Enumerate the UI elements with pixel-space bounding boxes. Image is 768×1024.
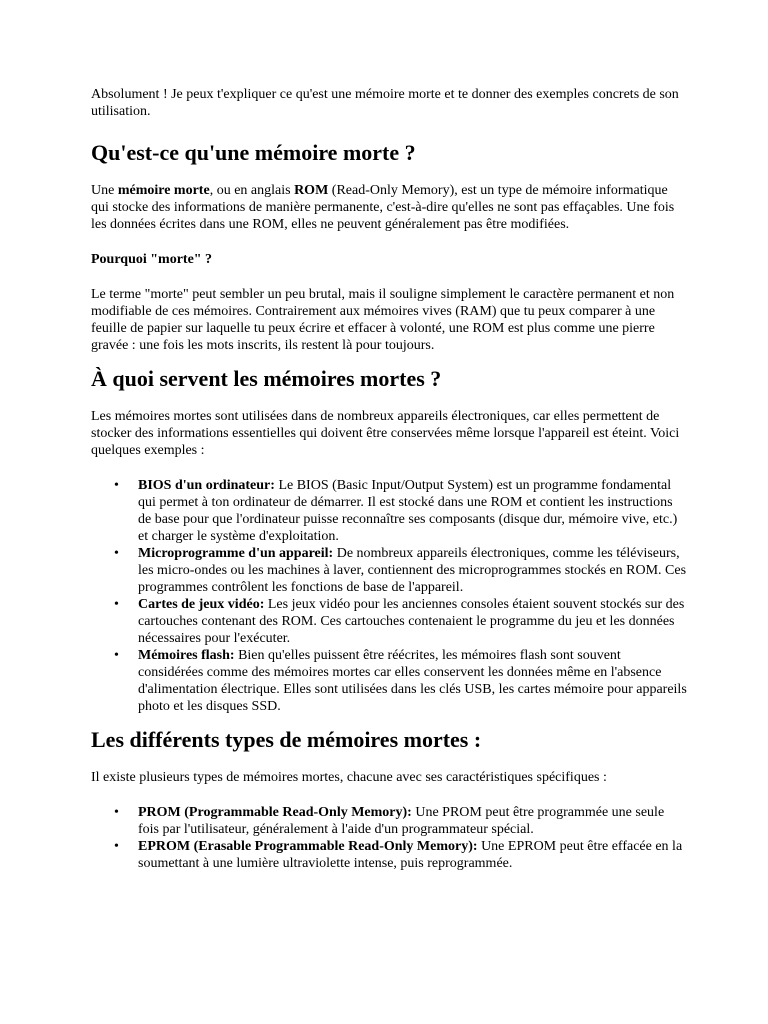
list-item-text: Une EPROM peut être effacée en la soumettant à une lumière ultraviolette intense, puis reprogrammée.: [138, 839, 683, 871]
uses-list: [91, 477, 687, 715]
definition-mid: , ou en anglais: [209, 183, 295, 198]
list-item-text: Une PROM peut être programmée une seule fois par l'utilisateur, généralement à l'aide d'un programmateur spécial.: [138, 805, 665, 837]
list-item-title: BIOS d'un ordinateur:: [138, 478, 275, 493]
definition-paragraph: [91, 182, 687, 233]
list-item-firmware: [114, 545, 687, 596]
list-item-text: Le BIOS (Basic Input/Output System) est un programme fondamental qui permet à ton ordinateur de démarrer. Il est stocké dans une ROM et contient les instructions de base pour que l'ordinateur puisse reconnaître ses composants (disque dur, mémoire vive, etc.) et charger le système d'exploitation.: [138, 478, 678, 544]
list-item-eprom: [114, 838, 687, 872]
definition-post: (Read-Only Memory), est un type de mémoire informatique qui stocke des informations de manière permanente, c'est-à-dire qu'elles ne sont pas effaçables. Une fois les données écrites dans une ROM, elles ne peuvent généralement pas être modifiées.: [91, 183, 675, 232]
list-item-title: Cartes de jeux vidéo:: [138, 597, 265, 612]
list-item-game-cartridges: [114, 596, 687, 647]
why-paragraph: Le terme "morte" peut sembler un peu brutal, mais il souligne simplement le caractère permanent et non modifiable de ces mémoires. Contrairement aux mémoires vives (RAM) que tu peux comparer à une feuille de papier sur laquelle tu peux écrire et effacer à volonté, une ROM est plus comme une pierre gravée : une fois les mots inscrits, ils restent là pour toujours.: [91, 287, 675, 353]
heading-types: Les différents types de mémoires mortes :: [91, 727, 482, 752]
why-subtitle-text: Pourquoi "morte" ?: [91, 252, 213, 267]
bullet-icon: •: [114, 546, 119, 561]
term-rom: ROM: [294, 183, 329, 198]
intro-paragraph: Absolument ! Je peux t'expliquer ce qu'est une mémoire morte et te donner des exemples concrets de son utilisation.: [91, 87, 679, 119]
document-page: [91, 86, 687, 872]
list-item-text: Les jeux vidéo pour les anciennes consoles étaient souvent stockés sur des cartouches contenant des ROM. Ces cartouches contenaient le programme du jeu et les données nécessaires pour l'exécuter.: [138, 597, 685, 646]
definition-pre: Une: [91, 183, 118, 198]
heading-what-is-rom: Qu'est-ce qu'une mémoire morte ?: [91, 140, 416, 165]
heading-uses: À quoi servent les mémoires mortes ?: [91, 366, 442, 391]
term-memoire-morte: mémoire morte: [117, 183, 210, 198]
bullet-icon: •: [114, 805, 119, 820]
bullet-icon: •: [114, 648, 119, 663]
list-item-title: Mémoires flash:: [138, 648, 235, 663]
bullet-icon: •: [114, 597, 119, 612]
list-item-text: Bien qu'elles puissent être réécrites, les mémoires flash sont souvent considérées comme des mémoires mortes car elles conservent les données même en l'absence d'alimentation électrique. Elles sont utilisées dans les clés USB, les cartes mémoire pour appareils photo et les disques SSD.: [138, 648, 687, 714]
types-intro-paragraph: Il existe plusieurs types de mémoires mortes, chacune avec ses caractéristiques spécifiques :: [91, 770, 607, 785]
list-item-bios: [114, 477, 687, 545]
list-item-title: EPROM (Erasable Programmable Read-Only Memory):: [138, 839, 478, 854]
list-item-title: PROM (Programmable Read-Only Memory):: [138, 805, 412, 820]
bullet-icon: •: [114, 839, 119, 854]
list-item-flash-memory: [114, 647, 687, 715]
uses-intro-paragraph: Les mémoires mortes sont utilisées dans de nombreux appareils électroniques, car elles permettent de stocker des informations essentielles qui doivent être conservées même lorsque l'appareil est éteint. Voici quelques exemples :: [91, 409, 680, 458]
why-subtitle: [91, 251, 687, 268]
types-list: [91, 804, 687, 872]
bullet-icon: •: [114, 478, 119, 493]
list-item-prom: [114, 804, 687, 838]
list-item-title: Microprogramme d'un appareil:: [138, 546, 334, 561]
list-item-text: De nombreux appareils électroniques, comme les téléviseurs, les micro-ondes ou les machines à laver, contiennent des microprogrammes stockés en ROM. Ces programmes contrôlent les fonctions de base de l'appareil.: [138, 546, 687, 595]
